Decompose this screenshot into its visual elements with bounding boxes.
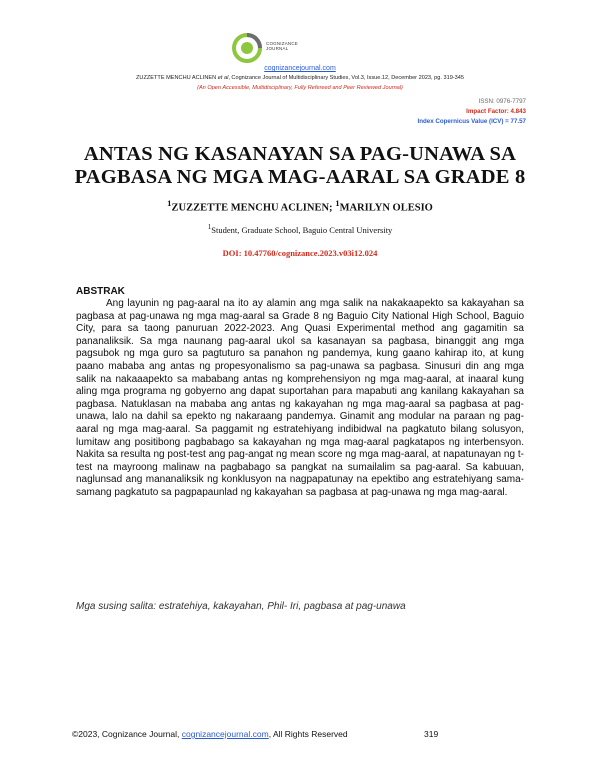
abstract-heading: ABSTRAK bbox=[76, 286, 125, 297]
open-access-note: (An Open Accessible, Multidisciplinary, Fully Refereed and Peer Reviewed Journal) bbox=[197, 85, 403, 91]
abstract-body: Ang layunin ng pag-aaral na ito ay alamin ang mga salik na nakakaapekto sa kakayahan sa pagbasa at pag-unawa ng mga mag-aaral sa Grade 8 ng Baguio City National High School, Baguio City, para sa taong panuruan 2022-2023. Ang Quasi Experimental method ang gagamitin sa pananaliksik. Sa mga naunang pag-aaral ukol sa kasanayan sa pagbasa, binanggit ang mga pagsubok ng mga guro sa pagtuturo sa panahon ng pandemya, kung gaano kahirap ito, at kung paano mababa ang antas ng propesyonalismo sa pag-unawa sa pagbasa. Sinusuri din ang mga salik na nakaaapekto sa mababang antas ng komprehensiyon ng mga mag-aaral, at inaaral kung aling mga programa ng gobyerno ang dapat suportahan para mapabuti ang kanilang kakayahan sa pagbasa. Natuklasan na mababa ang antas ng kakayahan ng mga mag-aaral sa pagbasa at pag-unawa, lalo na dahil sa epekto ng nakaraang pandemya. Ginamit ang modular na paraan ng pag-aaral ng mga mag-aaral. Sa paggamit ng estratehiyang indibidwal na pagkatuto bilang solusyon, lumitaw ang positibong pagbabago sa kakayahan ng mga mag-aaral pagkatapos ng interbensyon. Nakita sa resulta ng post-test ang pag-angat ng mean score ng mga mag-aaral, at napatunayan ng t-test na mayroong malinaw na pagbabago sa pangkat na sumailalim sa pag-aaral. Sa kabuuan, naglunsad ang mananaliksik ng konklusyon na nagpapatunay na epektibo ang estratehiyang sama-samang pagkatuto sa pagpapaunlad ng kakayahan sa pagbasa at pag-unawa ng mga mag-aaral. bbox=[76, 298, 524, 498]
page-number: 319 bbox=[424, 729, 439, 739]
journal-logo-icon bbox=[232, 33, 262, 63]
logo-wordmark: COGNIZANCE JOURNAL bbox=[266, 41, 299, 51]
journal-site-link[interactable]: cognizancejournal.com bbox=[264, 65, 336, 72]
index-copernicus-value: Index Copernicus Value (ICV) = 77.57 bbox=[417, 118, 526, 125]
paper-title: ANTAS NG KASANAYAN SA PAG-UNAWA SA PAGBASA NG MGA MAG-AARAL SA GRADE 8 bbox=[74, 143, 526, 188]
footer-link[interactable]: cognizancejournal.com bbox=[181, 729, 269, 739]
doi[interactable]: DOI: 10.47760/cognizance.2023.v03i12.024 bbox=[222, 248, 378, 258]
impact-factor: Impact Factor: 4.843 bbox=[466, 108, 526, 115]
author-affiliation: $^1$Student, Graduate School, Baguio Central University bbox=[207, 223, 393, 235]
keywords: Mga susing salita: estratehiya, kakayahan, Phil- Iri, pagbasa at pag-unawa bbox=[76, 601, 406, 612]
citation-line: ZUZZETTE MENCHU ACLINEN et al, Cognizance Journal of Multidisciplinary Studies, Vol.3, Issue.12, December 2023, pg. 319-345 bbox=[135, 75, 465, 81]
footer-copyright: ©2023, Cognizance Journal, cognizancejournal.com, All Rights Reserved bbox=[72, 729, 348, 739]
issn: ISSN: 0976-7797 bbox=[478, 98, 526, 105]
author-list: $^1$ZUZZETTE MENCHU ACLINEN; $^1$MARILYN OLESIO bbox=[167, 198, 433, 214]
